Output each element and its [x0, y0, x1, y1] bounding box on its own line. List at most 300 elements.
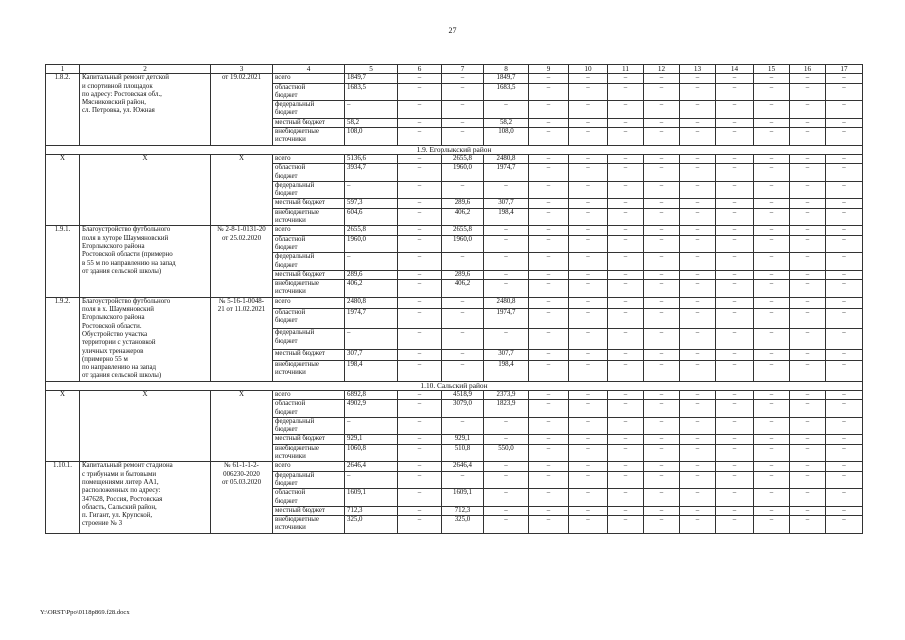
amount-cell: 108,0: [345, 128, 398, 146]
amount-cell: –: [398, 199, 442, 208]
amount-cell: –: [398, 226, 442, 235]
amount-cell: –: [716, 280, 754, 298]
amount-cell: –: [716, 516, 754, 534]
amount-cell: –: [716, 435, 754, 444]
amount-cell: –: [484, 235, 529, 253]
amount-cell: 325,0: [345, 516, 398, 534]
amount-cell: 1683,5: [484, 83, 529, 101]
amount-cell: –: [442, 128, 484, 146]
item-description: Благоустройство футбольного поля в х. Шаумяновский Егорлыкского района Ростовской области. Обустройство участка территории с установкой уличных тренажеров (примерно 55 м по направлению на запад от здания сельской школы): [80, 297, 211, 381]
amount-cell: –: [345, 417, 398, 435]
funding-source: местный бюджет: [273, 506, 345, 515]
amount-cell: –: [790, 308, 826, 329]
footer-file-path: Y:\ORST\Ppo\0118p869.f28.docx: [40, 609, 130, 616]
amount-cell: –: [716, 417, 754, 435]
amount-cell: –: [398, 253, 442, 271]
amount-cell: –: [826, 390, 863, 399]
amount-cell: –: [826, 471, 863, 489]
amount-cell: –: [484, 435, 529, 444]
amount-cell: –: [716, 181, 754, 199]
amount-cell: –: [569, 308, 608, 329]
amount-cell: –: [790, 329, 826, 350]
amount-cell: –: [754, 226, 790, 235]
funding-source: всего: [273, 390, 345, 399]
amount-cell: –: [680, 154, 716, 163]
amount-cell: 198,4: [484, 208, 529, 226]
amount-cell: –: [569, 253, 608, 271]
amount-cell: –: [680, 390, 716, 399]
amount-cell: 108,0: [484, 128, 529, 146]
amount-cell: –: [680, 181, 716, 199]
amount-cell: –: [716, 270, 754, 279]
amount-cell: –: [754, 270, 790, 279]
amount-cell: –: [644, 435, 680, 444]
amount-cell: –: [716, 489, 754, 507]
amount-cell: –: [608, 154, 644, 163]
amount-cell: 2646,4: [442, 462, 484, 471]
amount-cell: –: [826, 253, 863, 271]
amount-cell: –: [484, 417, 529, 435]
amount-cell: –: [790, 164, 826, 182]
table-row: [46, 462, 863, 471]
amount-cell: 2480,8: [484, 154, 529, 163]
amount-cell: –: [398, 208, 442, 226]
amount-cell: –: [608, 506, 644, 515]
amount-cell: –: [484, 471, 529, 489]
amount-cell: –: [644, 308, 680, 329]
amount-cell: –: [716, 83, 754, 101]
amount-cell: –: [644, 208, 680, 226]
funding-source: областной бюджет: [273, 489, 345, 507]
amount-cell: 1060,8: [345, 444, 398, 462]
amount-cell: –: [529, 128, 569, 146]
amount-cell: –: [442, 350, 484, 361]
amount-cell: –: [754, 360, 790, 381]
amount-cell: –: [790, 83, 826, 101]
amount-cell: –: [754, 400, 790, 418]
amount-cell: –: [680, 128, 716, 146]
item-description: Х: [80, 390, 211, 461]
amount-cell: –: [608, 516, 644, 534]
amount-cell: –: [442, 329, 484, 350]
amount-cell: –: [569, 280, 608, 298]
amount-cell: –: [529, 329, 569, 350]
amount-cell: 58,2: [484, 118, 529, 127]
amount-cell: 597,3: [345, 199, 398, 208]
amount-cell: 4902,9: [345, 400, 398, 418]
item-number: 1.8.2.: [46, 74, 80, 145]
amount-cell: –: [754, 329, 790, 350]
amount-cell: –: [345, 329, 398, 350]
amount-cell: –: [569, 350, 608, 361]
amount-cell: –: [826, 235, 863, 253]
amount-cell: –: [754, 506, 790, 515]
amount-cell: –: [398, 444, 442, 462]
amount-cell: –: [754, 390, 790, 399]
amount-cell: –: [569, 471, 608, 489]
amount-cell: –: [569, 297, 608, 308]
amount-cell: –: [826, 350, 863, 361]
amount-cell: –: [398, 462, 442, 471]
amount-cell: –: [644, 444, 680, 462]
amount-cell: –: [826, 280, 863, 298]
item-document: Х: [211, 154, 273, 225]
funding-source: областной бюджет: [273, 308, 345, 329]
amount-cell: –: [680, 444, 716, 462]
section-header-row: [46, 145, 863, 154]
amount-cell: –: [680, 435, 716, 444]
amount-cell: –: [569, 235, 608, 253]
amount-cell: –: [790, 208, 826, 226]
amount-cell: –: [608, 128, 644, 146]
amount-cell: 929,1: [345, 435, 398, 444]
amount-cell: –: [826, 181, 863, 199]
amount-cell: –: [608, 489, 644, 507]
amount-cell: –: [716, 74, 754, 83]
amount-cell: –: [790, 435, 826, 444]
amount-cell: –: [569, 417, 608, 435]
item-description: Капитальный ремонт стадиона с трибунами и бытовыми помещениями литер АА1, расположенных по адресу: 347628, Россия, Ростовская область, Сальский район, п. Гигант, ул. Крупской, строение № 3: [80, 462, 211, 533]
amount-cell: –: [754, 164, 790, 182]
amount-cell: –: [644, 253, 680, 271]
amount-cell: –: [345, 101, 398, 119]
amount-cell: –: [680, 226, 716, 235]
amount-cell: –: [644, 400, 680, 418]
amount-cell: 712,3: [345, 506, 398, 515]
amount-cell: –: [529, 435, 569, 444]
amount-cell: –: [716, 235, 754, 253]
amount-cell: –: [442, 308, 484, 329]
amount-cell: –: [608, 83, 644, 101]
amount-cell: –: [398, 181, 442, 199]
amount-cell: –: [608, 101, 644, 119]
amount-cell: –: [644, 329, 680, 350]
amount-cell: –: [529, 444, 569, 462]
amount-cell: –: [680, 506, 716, 515]
amount-cell: –: [608, 308, 644, 329]
amount-cell: –: [716, 199, 754, 208]
amount-cell: –: [398, 270, 442, 279]
amount-cell: –: [716, 506, 754, 515]
amount-cell: –: [790, 390, 826, 399]
amount-cell: –: [790, 235, 826, 253]
amount-cell: –: [398, 280, 442, 298]
amount-cell: –: [680, 360, 716, 381]
amount-cell: –: [398, 118, 442, 127]
amount-cell: –: [608, 208, 644, 226]
amount-cell: 406,2: [345, 280, 398, 298]
amount-cell: –: [754, 128, 790, 146]
amount-cell: –: [716, 154, 754, 163]
amount-cell: –: [644, 471, 680, 489]
item-description: Капитальный ремонт детской и спортивной площадок по адресу: Ростовская обл., Мясниковский район, сл. Петровка, ул. Южная: [80, 74, 211, 145]
amount-cell: 1683,5: [345, 83, 398, 101]
amount-cell: –: [529, 400, 569, 418]
amount-cell: –: [569, 270, 608, 279]
amount-cell: –: [608, 400, 644, 418]
column-number: 1: [46, 65, 80, 74]
amount-cell: –: [608, 360, 644, 381]
amount-cell: 2480,8: [345, 297, 398, 308]
amount-cell: –: [716, 308, 754, 329]
amount-cell: 1960,0: [345, 235, 398, 253]
amount-cell: –: [608, 329, 644, 350]
amount-cell: –: [569, 506, 608, 515]
amount-cell: –: [680, 280, 716, 298]
amount-cell: 325,0: [442, 516, 484, 534]
amount-cell: –: [826, 435, 863, 444]
amount-cell: –: [529, 253, 569, 271]
amount-cell: –: [484, 226, 529, 235]
amount-cell: –: [529, 462, 569, 471]
amount-cell: –: [345, 253, 398, 271]
amount-cell: 712,3: [442, 506, 484, 515]
amount-cell: –: [790, 350, 826, 361]
amount-cell: –: [398, 390, 442, 399]
amount-cell: –: [644, 417, 680, 435]
amount-cell: –: [754, 516, 790, 534]
item-number: Х: [46, 154, 80, 225]
amount-cell: –: [484, 489, 529, 507]
amount-cell: –: [608, 280, 644, 298]
amount-cell: 1823,9: [484, 400, 529, 418]
amount-cell: –: [790, 444, 826, 462]
amount-cell: 550,0: [484, 444, 529, 462]
amount-cell: –: [608, 435, 644, 444]
amount-cell: –: [644, 390, 680, 399]
amount-cell: –: [644, 360, 680, 381]
amount-cell: –: [398, 83, 442, 101]
table-row: [46, 154, 863, 163]
amount-cell: –: [826, 83, 863, 101]
amount-cell: –: [680, 462, 716, 471]
amount-cell: –: [398, 417, 442, 435]
amount-cell: –: [680, 118, 716, 127]
amount-cell: –: [529, 154, 569, 163]
amount-cell: –: [644, 154, 680, 163]
amount-cell: –: [680, 329, 716, 350]
amount-cell: 5136,6: [345, 154, 398, 163]
amount-cell: –: [398, 164, 442, 182]
column-number: 3: [211, 65, 273, 74]
amount-cell: –: [790, 280, 826, 298]
amount-cell: –: [826, 417, 863, 435]
amount-cell: –: [529, 417, 569, 435]
amount-cell: 406,2: [442, 208, 484, 226]
amount-cell: –: [529, 489, 569, 507]
amount-cell: –: [398, 101, 442, 119]
amount-cell: –: [826, 154, 863, 163]
amount-cell: –: [644, 83, 680, 101]
amount-cell: –: [680, 208, 716, 226]
amount-cell: –: [569, 226, 608, 235]
amount-cell: –: [529, 208, 569, 226]
amount-cell: –: [529, 226, 569, 235]
amount-cell: –: [644, 516, 680, 534]
amount-cell: –: [608, 74, 644, 83]
amount-cell: –: [754, 489, 790, 507]
amount-cell: –: [529, 308, 569, 329]
amount-cell: –: [716, 226, 754, 235]
table-row: [46, 226, 863, 235]
amount-cell: –: [644, 181, 680, 199]
amount-cell: –: [790, 253, 826, 271]
amount-cell: –: [716, 297, 754, 308]
funding-source: внебюджетные источники: [273, 280, 345, 298]
funding-source: федеральный бюджет: [273, 329, 345, 350]
amount-cell: –: [398, 297, 442, 308]
amount-cell: –: [608, 270, 644, 279]
amount-cell: –: [790, 297, 826, 308]
amount-cell: 289,6: [442, 270, 484, 279]
amount-cell: –: [716, 360, 754, 381]
item-document: Х: [211, 390, 273, 461]
funding-source: федеральный бюджет: [273, 181, 345, 199]
amount-cell: –: [442, 360, 484, 381]
amount-cell: 1974,7: [345, 308, 398, 329]
funding-source: федеральный бюджет: [273, 417, 345, 435]
funding-source: областной бюджет: [273, 164, 345, 182]
amount-cell: –: [716, 444, 754, 462]
amount-cell: –: [484, 462, 529, 471]
amount-cell: –: [826, 329, 863, 350]
amount-cell: –: [529, 350, 569, 361]
amount-cell: 1960,0: [442, 164, 484, 182]
amount-cell: –: [529, 516, 569, 534]
amount-cell: –: [484, 270, 529, 279]
amount-cell: –: [644, 350, 680, 361]
funding-source: федеральный бюджет: [273, 253, 345, 271]
amount-cell: –: [569, 435, 608, 444]
amount-cell: –: [442, 74, 484, 83]
amount-cell: –: [529, 83, 569, 101]
amount-cell: –: [529, 235, 569, 253]
amount-cell: 2480,8: [484, 297, 529, 308]
amount-cell: 2655,8: [442, 226, 484, 235]
amount-cell: –: [608, 417, 644, 435]
amount-cell: –: [826, 270, 863, 279]
funding-source: местный бюджет: [273, 350, 345, 361]
amount-cell: –: [680, 489, 716, 507]
amount-cell: –: [826, 516, 863, 534]
amount-cell: 307,7: [345, 350, 398, 361]
funding-source: областной бюджет: [273, 400, 345, 418]
amount-cell: –: [398, 154, 442, 163]
amount-cell: –: [716, 350, 754, 361]
amount-cell: –: [398, 435, 442, 444]
column-number: 10: [569, 65, 608, 74]
amount-cell: 1849,7: [345, 74, 398, 83]
amount-cell: –: [754, 417, 790, 435]
amount-cell: –: [608, 471, 644, 489]
amount-cell: –: [680, 164, 716, 182]
funding-source: областной бюджет: [273, 83, 345, 101]
amount-cell: –: [754, 253, 790, 271]
amount-cell: –: [716, 101, 754, 119]
column-number: 17: [826, 65, 863, 74]
amount-cell: –: [644, 489, 680, 507]
amount-cell: –: [754, 462, 790, 471]
amount-cell: –: [680, 253, 716, 271]
amount-cell: –: [484, 181, 529, 199]
item-description: Благоустройство футбольного поля в хуторе Шаумяновский Егорлыкского района Ростовской области (примерно в 55 м по направлению на запад от здания сельской школы): [80, 226, 211, 297]
amount-cell: –: [529, 181, 569, 199]
financing-table: [45, 64, 863, 534]
amount-cell: –: [754, 350, 790, 361]
amount-cell: –: [826, 74, 863, 83]
amount-cell: –: [790, 270, 826, 279]
amount-cell: –: [608, 297, 644, 308]
amount-cell: 1974,7: [484, 308, 529, 329]
amount-cell: –: [569, 128, 608, 146]
amount-cell: –: [644, 101, 680, 119]
amount-cell: –: [680, 516, 716, 534]
amount-cell: 3934,7: [345, 164, 398, 182]
item-number: 1.9.1.: [46, 226, 80, 297]
column-number: 6: [398, 65, 442, 74]
amount-cell: 3079,0: [442, 400, 484, 418]
funding-source: внебюджетные источники: [273, 208, 345, 226]
amount-cell: –: [680, 74, 716, 83]
amount-cell: –: [529, 118, 569, 127]
amount-cell: –: [608, 350, 644, 361]
amount-cell: –: [754, 101, 790, 119]
amount-cell: –: [826, 360, 863, 381]
amount-cell: –: [790, 400, 826, 418]
section-title: 1.10. Сальский район: [46, 381, 863, 390]
amount-cell: –: [529, 360, 569, 381]
amount-cell: –: [716, 128, 754, 146]
amount-cell: 1960,0: [442, 235, 484, 253]
amount-cell: –: [826, 118, 863, 127]
table-row: [46, 297, 863, 308]
amount-cell: –: [608, 164, 644, 182]
item-number: 1.9.2.: [46, 297, 80, 381]
amount-cell: –: [442, 101, 484, 119]
amount-cell: 1849,7: [484, 74, 529, 83]
amount-cell: 2655,8: [345, 226, 398, 235]
column-number: 13: [680, 65, 716, 74]
amount-cell: –: [529, 280, 569, 298]
amount-cell: –: [826, 128, 863, 146]
amount-cell: 1974,7: [484, 164, 529, 182]
amount-cell: 289,6: [345, 270, 398, 279]
item-document: № 5-16-1-0048- 21 от 11.02.2021: [211, 297, 273, 381]
amount-cell: –: [680, 270, 716, 279]
amount-cell: –: [680, 471, 716, 489]
amount-cell: –: [398, 360, 442, 381]
amount-cell: 198,4: [484, 360, 529, 381]
amount-cell: –: [529, 471, 569, 489]
column-number: 2: [80, 65, 211, 74]
table-row: [46, 390, 863, 399]
amount-cell: –: [569, 489, 608, 507]
amount-cell: –: [826, 101, 863, 119]
amount-cell: –: [398, 308, 442, 329]
amount-cell: –: [826, 308, 863, 329]
funding-source: всего: [273, 462, 345, 471]
funding-source: местный бюджет: [273, 118, 345, 127]
funding-source: федеральный бюджет: [273, 471, 345, 489]
amount-cell: –: [569, 83, 608, 101]
amount-cell: –: [644, 226, 680, 235]
column-number: 12: [644, 65, 680, 74]
column-number: 11: [608, 65, 644, 74]
amount-cell: –: [529, 506, 569, 515]
amount-cell: –: [529, 101, 569, 119]
amount-cell: –: [826, 208, 863, 226]
amount-cell: –: [754, 74, 790, 83]
